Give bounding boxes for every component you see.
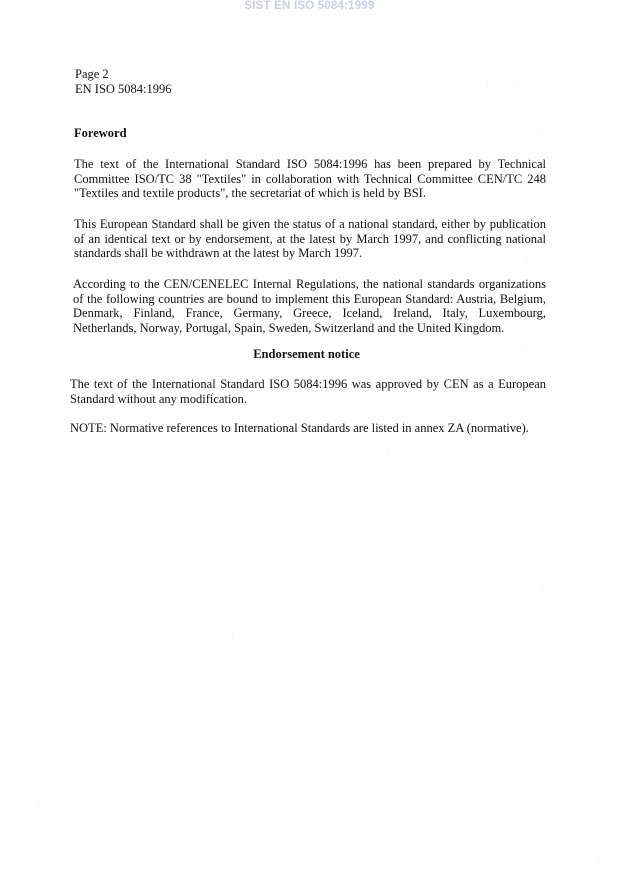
scan-speck bbox=[526, 260, 527, 261]
foreword-paragraph-status: This European Standard shall be given the status of a national standard, either by publication of an identical text or by endorsement, at the latest by March 1997, and conflicting national standards shall be withdrawn at the latest by March 1997. bbox=[74, 217, 546, 261]
scan-speck bbox=[232, 637, 233, 638]
scan-speck bbox=[487, 82, 488, 83]
watermark: SIST EN ISO 5084:1999 bbox=[244, 0, 375, 12]
scan-speck bbox=[388, 452, 389, 453]
normative-note: NOTE: Normative references to International Standards are listed in annex ZA (normative). bbox=[70, 421, 529, 435]
scan-speck bbox=[38, 805, 39, 806]
document-id: EN ISO 5084:1996 bbox=[75, 82, 172, 96]
foreword-heading: Foreword bbox=[74, 126, 127, 140]
scan-speck bbox=[538, 130, 539, 131]
endorsement-heading-text: Endorsement notice bbox=[253, 347, 360, 361]
scan-speck bbox=[542, 585, 543, 586]
foreword-paragraph-preparation: The text of the International Standard ISO 5084:1996 has been prepared by Technical Committee ISO/TC 38 "Textiles" in collaboration with Technical Committee CEN/TC 248 "Textiles and textile products", the secretariat of which is held by BSI. bbox=[74, 157, 546, 201]
scan-speck bbox=[598, 862, 599, 863]
endorsement-heading bbox=[0, 347, 619, 362]
page-number: Page 2 bbox=[75, 67, 109, 81]
scan-speck bbox=[514, 82, 515, 83]
scan-speck bbox=[522, 345, 523, 346]
page-header bbox=[75, 67, 172, 97]
endorsement-paragraph: The text of the International Standard ISO 5084:1996 was approved by CEN as a European Standard without any modification. bbox=[70, 377, 546, 406]
foreword-paragraph-countries: According to the CEN/CENELEC Internal Regulations, the national standards organizations of the following countries are bound to implement this European Standard: Austria, Belgium, Denmark, Finland, France, Germany, Greece, Iceland, Ireland, Italy, Luxembourg, Netherlands, Norway, Portugal, Spain, Sweden, Switzerland and the United Kingdom. bbox=[73, 277, 546, 335]
